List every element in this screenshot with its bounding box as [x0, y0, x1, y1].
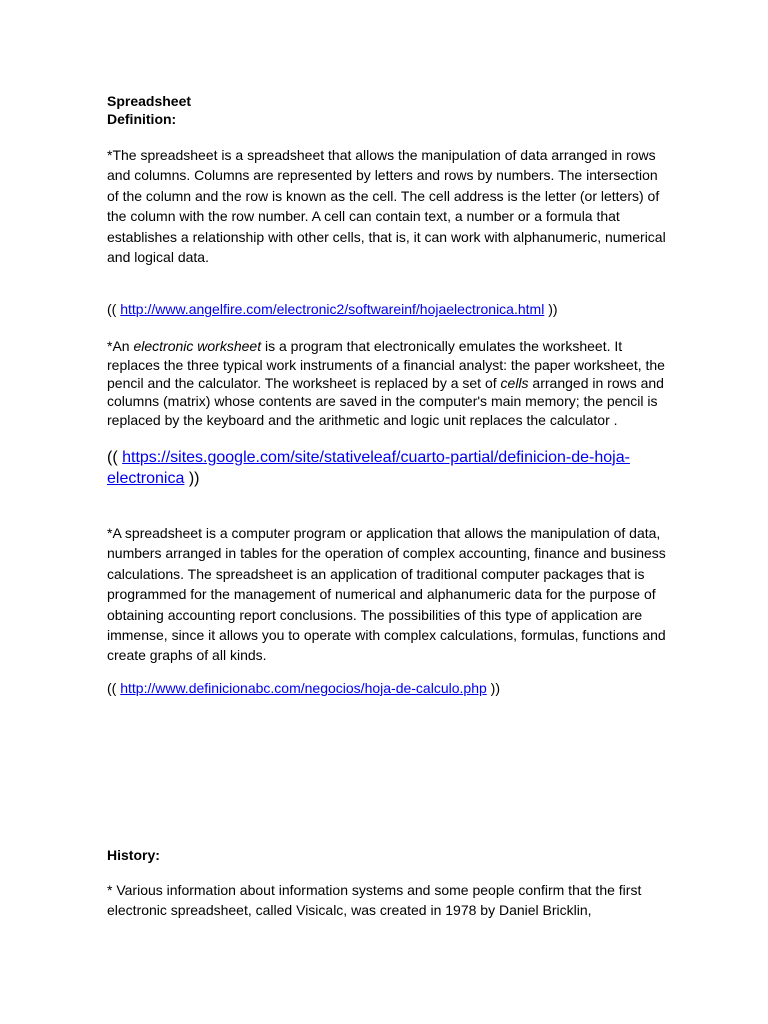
reference-3 — [107, 678, 667, 698]
para2-text-c: arranged in rows and columns (matrix) whose contents are saved in the computer's main memory; the pencil is replaced by the keyboard and the arithmetic and logic unit replaces the calculator . — [107, 375, 664, 428]
history-paragraph: * Various information about information systems and some people confirm that the first electronic spreadsheet, called Visicalc, was created in 1978 by Daniel Bricklin, — [107, 881, 642, 919]
reference-2 — [107, 447, 667, 489]
para2-italic-term-2: cells — [500, 375, 529, 392]
reference-link-3[interactable]: http://www.definicionabc.com/negocios/hoja-de-calculo.php — [120, 679, 487, 696]
ref-close: )) — [486, 679, 500, 696]
heading-line-1: Spreadsheet — [107, 93, 192, 109]
paragraph-2 — [107, 337, 667, 428]
document-page — [107, 92, 667, 921]
ref-open: (( — [107, 448, 123, 466]
para2-text-a: *An — [107, 338, 134, 355]
para2-text-b: is a program that electronically emulates the worksheet. It replaces the three typical work instruments of a financial analyst: the paper worksheet, the pencil and the calculator. The worksheet is replaced by a set of — [107, 338, 665, 392]
reference-link-2[interactable]: https://sites.google.com/site/stativeleaf/cuarto-partial/definicion-de-hoja-electronica — [107, 448, 630, 487]
ref-open: (( — [107, 301, 121, 318]
ref-open: (( — [107, 679, 121, 696]
heading-line-2: Definition: — [107, 111, 177, 127]
section-heading-history: History: — [107, 846, 160, 863]
ref-close: )) — [544, 301, 558, 318]
section-heading-definition — [107, 92, 667, 128]
paragraph-3: *A spreadsheet is a computer program or application that allows the manipulation of data, numbers arranged in tables for the operation of complex accounting, finance and business calculations. The spreadsheet is an application of traditional computer packages that is programmed for the management of numerical and alphanumeric data for the purpose of obtaining accounting report conclusions. The possibilities of this type of application are immense, since it allows you to operate with complex calculations, formulas, functions and create graphs of all kinds. — [107, 524, 666, 664]
reference-1 — [107, 299, 667, 319]
paragraph-1: *The spreadsheet is a spreadsheet that allows the manipulation of data arranged in rows and columns. Columns are represented by letters and rows by numbers. The intersection of the column and the row is known as the cell. The cell address is the letter (or letters) of the column with the row number. A cell can contain text, a number or a formula that establishes a relationship with other cells, that is, it can work with alphanumeric, numerical and logical data. — [107, 147, 666, 266]
reference-link-1[interactable]: http://www.angelfire.com/electronic2/softwareinf/hojaelectronica.html — [120, 301, 545, 318]
ref-close: )) — [184, 469, 200, 487]
para2-italic-term-1: electronic worksheet — [133, 338, 262, 355]
